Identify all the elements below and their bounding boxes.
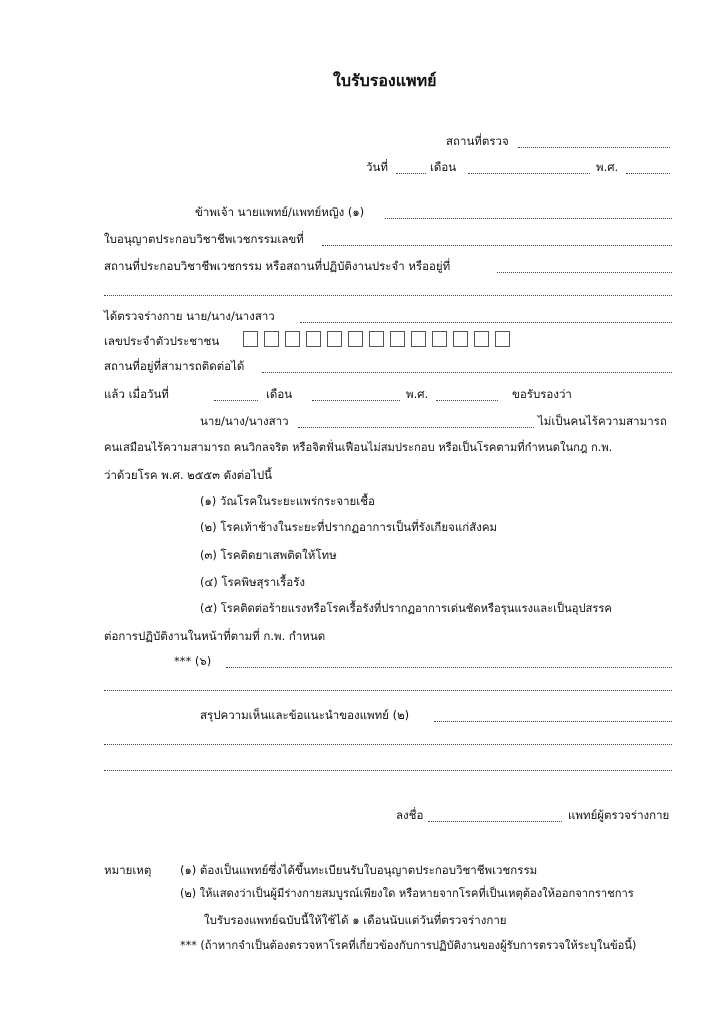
signature-label: ลงชื่อ [396, 808, 424, 822]
regulation-text: ว่าด้วยโรค พ.ศ. ๒๕๕๓ ดังต่อไปนี้ [104, 468, 273, 482]
national-id-digit-box[interactable] [432, 331, 447, 347]
header-day-label: วันที่ [366, 160, 388, 174]
national-id-digit-box[interactable] [327, 331, 342, 347]
summary-field[interactable] [434, 721, 672, 722]
national-id-digit-box[interactable] [411, 331, 426, 347]
summary-field-line-2[interactable] [104, 744, 672, 745]
note-2-cont: ใบรับรองแพทย์ฉบับนี้ให้ใช้ได้ ๑ เดือนนับแต่วันที่ตรวจร่างกาย [204, 913, 507, 927]
note-3: *** (ถ้าหากจำเป็นต้องตรวจหาโรคที่เกี่ยวข้องกับการปฏิบัติงานของผู้รับการตรวจให้ระบุในข้อนี้) [180, 939, 637, 952]
national-id-digit-box[interactable] [369, 331, 384, 347]
note-2: (๒) ให้แสดงว่าเป็นผู้มีร่างกายสมบูรณ์เพียงใด หรือหายจากโรคที่เป็นเหตุต้องให้ออกจากราชการ [180, 887, 634, 900]
exam-month-label: เดือน [266, 387, 293, 401]
examined-person-field[interactable] [300, 322, 672, 323]
examined-person-label: ได้ตรวจร่างกาย นาย/นาง/นางสาว [104, 309, 275, 323]
national-id-digit-box[interactable] [390, 331, 405, 347]
workplace-field[interactable] [497, 272, 672, 273]
signature-field[interactable] [428, 821, 562, 822]
summary-field-line-3[interactable] [104, 770, 672, 771]
national-id-digit-box[interactable] [453, 331, 468, 347]
disease-item-5: (๕) โรคติดต่อร้ายแรงหรือโรคเรื้อรังที่ปรากฏอาการเด่นชัดหรือรุนแรงและเป็นอุปสรรค [200, 602, 612, 615]
exam-place-label: สถานที่ตรวจ [446, 134, 509, 148]
national-id-digit-box[interactable] [306, 331, 321, 347]
address-field[interactable] [262, 372, 672, 373]
doctor-name-label: ข้าพเจ้า นายแพทย์/แพทย์หญิง (๑) [195, 205, 365, 219]
item-6-field[interactable] [226, 667, 672, 668]
summary-label: สรุปความเห็นและข้อแนะนำของแพทย์ (๒) [200, 708, 410, 722]
header-day-field[interactable] [396, 173, 426, 174]
signature-role: แพทย์ผู้ตรวจร่างกาย [568, 808, 670, 822]
exam-year-label: พ.ศ. [406, 387, 429, 401]
disease-item-5-cont: ต่อการปฏิบัติงานในหน้าที่ตามที่ ก.พ. กำหนด [104, 629, 326, 643]
license-number-field[interactable] [322, 245, 672, 246]
address-label: สถานที่อยู่ที่สามารถติดต่อได้ [104, 359, 245, 373]
national-id-digit-box[interactable] [264, 331, 279, 347]
note-1: (๑) ต้องเป็นแพทย์ซึ่งได้ขึ้นทะเบียนรับใบอนุญาตประกอบวิชาชีพเวชกรรม [180, 863, 538, 877]
national-id-digit-box[interactable] [243, 331, 258, 347]
license-number-label: ใบอนุญาตประกอบวิชาชีพเวชกรรมเลขที่ [104, 232, 304, 246]
disease-item-1: (๑) วัณโรคในระยะแพร่กระจายเชื้อ [200, 494, 375, 508]
exam-place-field[interactable] [518, 147, 670, 148]
national-id-digit-box[interactable] [495, 331, 510, 347]
exam-date-label: แล้ว เมื่อวันที่ [104, 387, 169, 401]
workplace-label: สถานที่ประกอบวิชาชีพเวชกรรม หรือสถานที่ปฏิบัติงานประจำ หรืออยู่ที่ [104, 259, 451, 273]
workplace-field-cont[interactable] [104, 295, 672, 296]
exam-month-field[interactable] [312, 400, 400, 401]
national-id-digit-box[interactable] [474, 331, 489, 347]
exam-day-field[interactable] [214, 400, 258, 401]
header-month-field[interactable] [468, 173, 590, 174]
disease-item-2: (๒) โรคเท้าช้างในระยะที่ปรากฏอาการเป็นที่รังเกียจแก่สังคม [200, 520, 498, 534]
certified-person-label: นาย/นาง/นางสาว [200, 414, 289, 428]
item-6-label: *** (๖) [174, 654, 212, 668]
disease-item-4: (๔) โรคพิษสุราเรื้อรัง [200, 575, 305, 589]
national-id-label: เลขประจำตัวประชาชน [104, 334, 220, 348]
doctor-name-field[interactable] [385, 218, 672, 219]
header-year-label: พ.ศ. [596, 160, 619, 174]
notes-label: หมายเหตุ [104, 863, 152, 877]
incompetent-text: คนเสมือนไร้ความสามารถ คนวิกลจริต หรือจิตฟั่นเฟือนไม่สมประกอบ หรือเป็นโรคตามที่กำหนดในกฎ ก.พ. [104, 441, 613, 454]
national-id-digit-box[interactable] [348, 331, 363, 347]
certify-label: ขอรับรองว่า [512, 387, 572, 401]
exam-year-field[interactable] [436, 400, 498, 401]
header-year-field[interactable] [626, 173, 670, 174]
national-id-digit-box[interactable] [285, 331, 300, 347]
item-6-field-cont[interactable] [104, 690, 672, 691]
not-incapable-text: ไม่เป็นคนไร้ความสามารถ [538, 414, 667, 428]
header-month-label: เดือน [430, 160, 457, 174]
certified-person-field[interactable] [298, 427, 534, 428]
page-title: ใบรับรองแพทย์ [333, 71, 437, 90]
disease-item-3: (๓) โรคติดยาเสพติดให้โทษ [200, 548, 337, 562]
